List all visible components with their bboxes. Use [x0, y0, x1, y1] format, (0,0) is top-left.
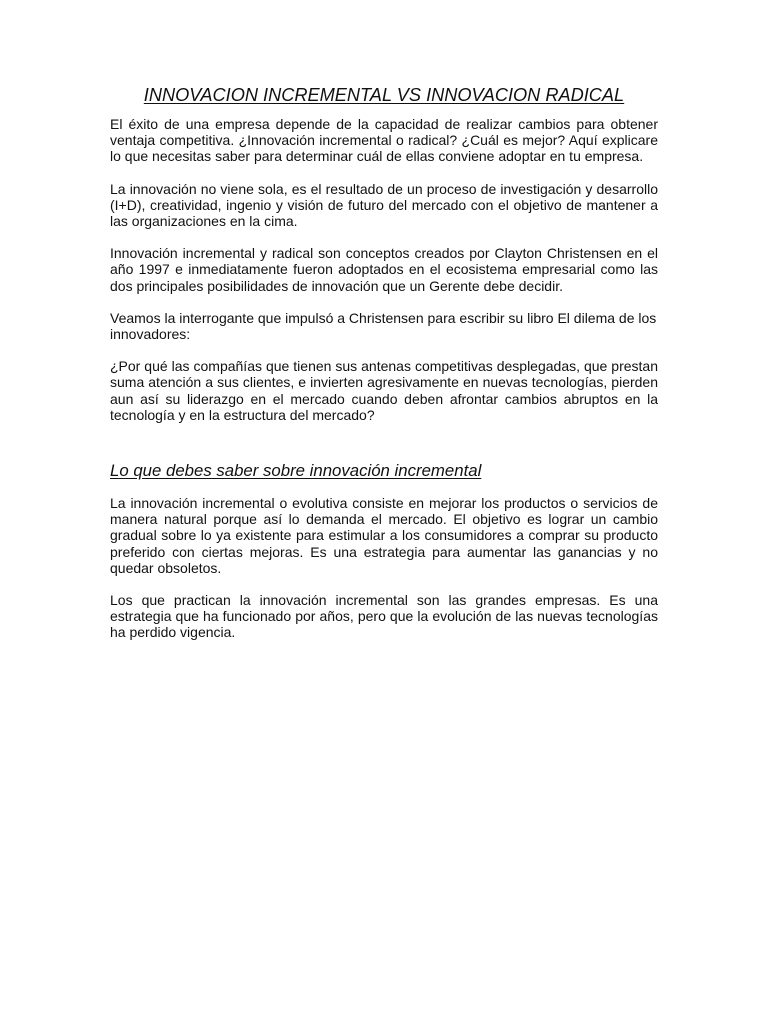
section-heading: Lo que debes saber sobre innovación incremental: [110, 461, 482, 481]
paragraph-intro-4: Veamos la interrogante que impulsó a Christensen para escribir su libro El dilema de los innovadores:: [110, 309, 657, 343]
document-body: [110, 84, 658, 657]
paragraph-intro-2: La innovación no viene sola, es el resultado de un proceso de investigación y desarrollo (I+D), creatividad, ingenio y visión de futuro del mercado con el objetivo de mantener a las organizaciones en la cima.: [110, 180, 658, 230]
paragraph-section-2: Los que practican la innovación incremental son las grandes empresas. Es una estrategia que ha funcionado por años, pero que la evolución de las nuevas tecnologías ha perdido vigencia.: [110, 592, 658, 641]
document-title: INNOVACION INCREMENTAL VS INNOVACION RADICAL: [143, 85, 625, 105]
paragraph-section-1: La innovación incremental o evolutiva consiste en mejorar los productos o servicios de manera natural porque así lo demanda el mercado. El objetivo es lograr un cambio gradual sobre lo ya existente para estimular a los consumidores a comprar su producto preferido con ciertas mejoras. Es una estrategia para aumentar las ganancias y no quedar obsoletos.: [110, 495, 658, 576]
paragraph-question: ¿Por qué las compañías que tienen sus antenas competitivas desplegadas, que prestan suma atención a sus clientes, e invierten agresivamente en nuevas tecnologías, pierden aun así su liderazgo en el mercado cuando deben afrontar cambios abruptos en la tecnología y en la estructura del mercado?: [110, 358, 658, 423]
paragraph-intro-3: Innovación incremental y radical son conceptos creados por Clayton Christensen en el año 1997 e inmediatamente fueron adoptados en el ecosistema empresarial como las dos principales posibilidades de innovación que un Gerente debe decidir.: [110, 245, 658, 294]
paragraph-intro-1: El éxito de una empresa depende de la capacidad de realizar cambios para obtener ventaja competitiva. ¿Innovación incremental o radical? ¿Cuál es mejor? Aquí explicare lo que necesitas saber para determinar cuál de ellas conviene adoptar en tu empresa.: [110, 116, 658, 165]
